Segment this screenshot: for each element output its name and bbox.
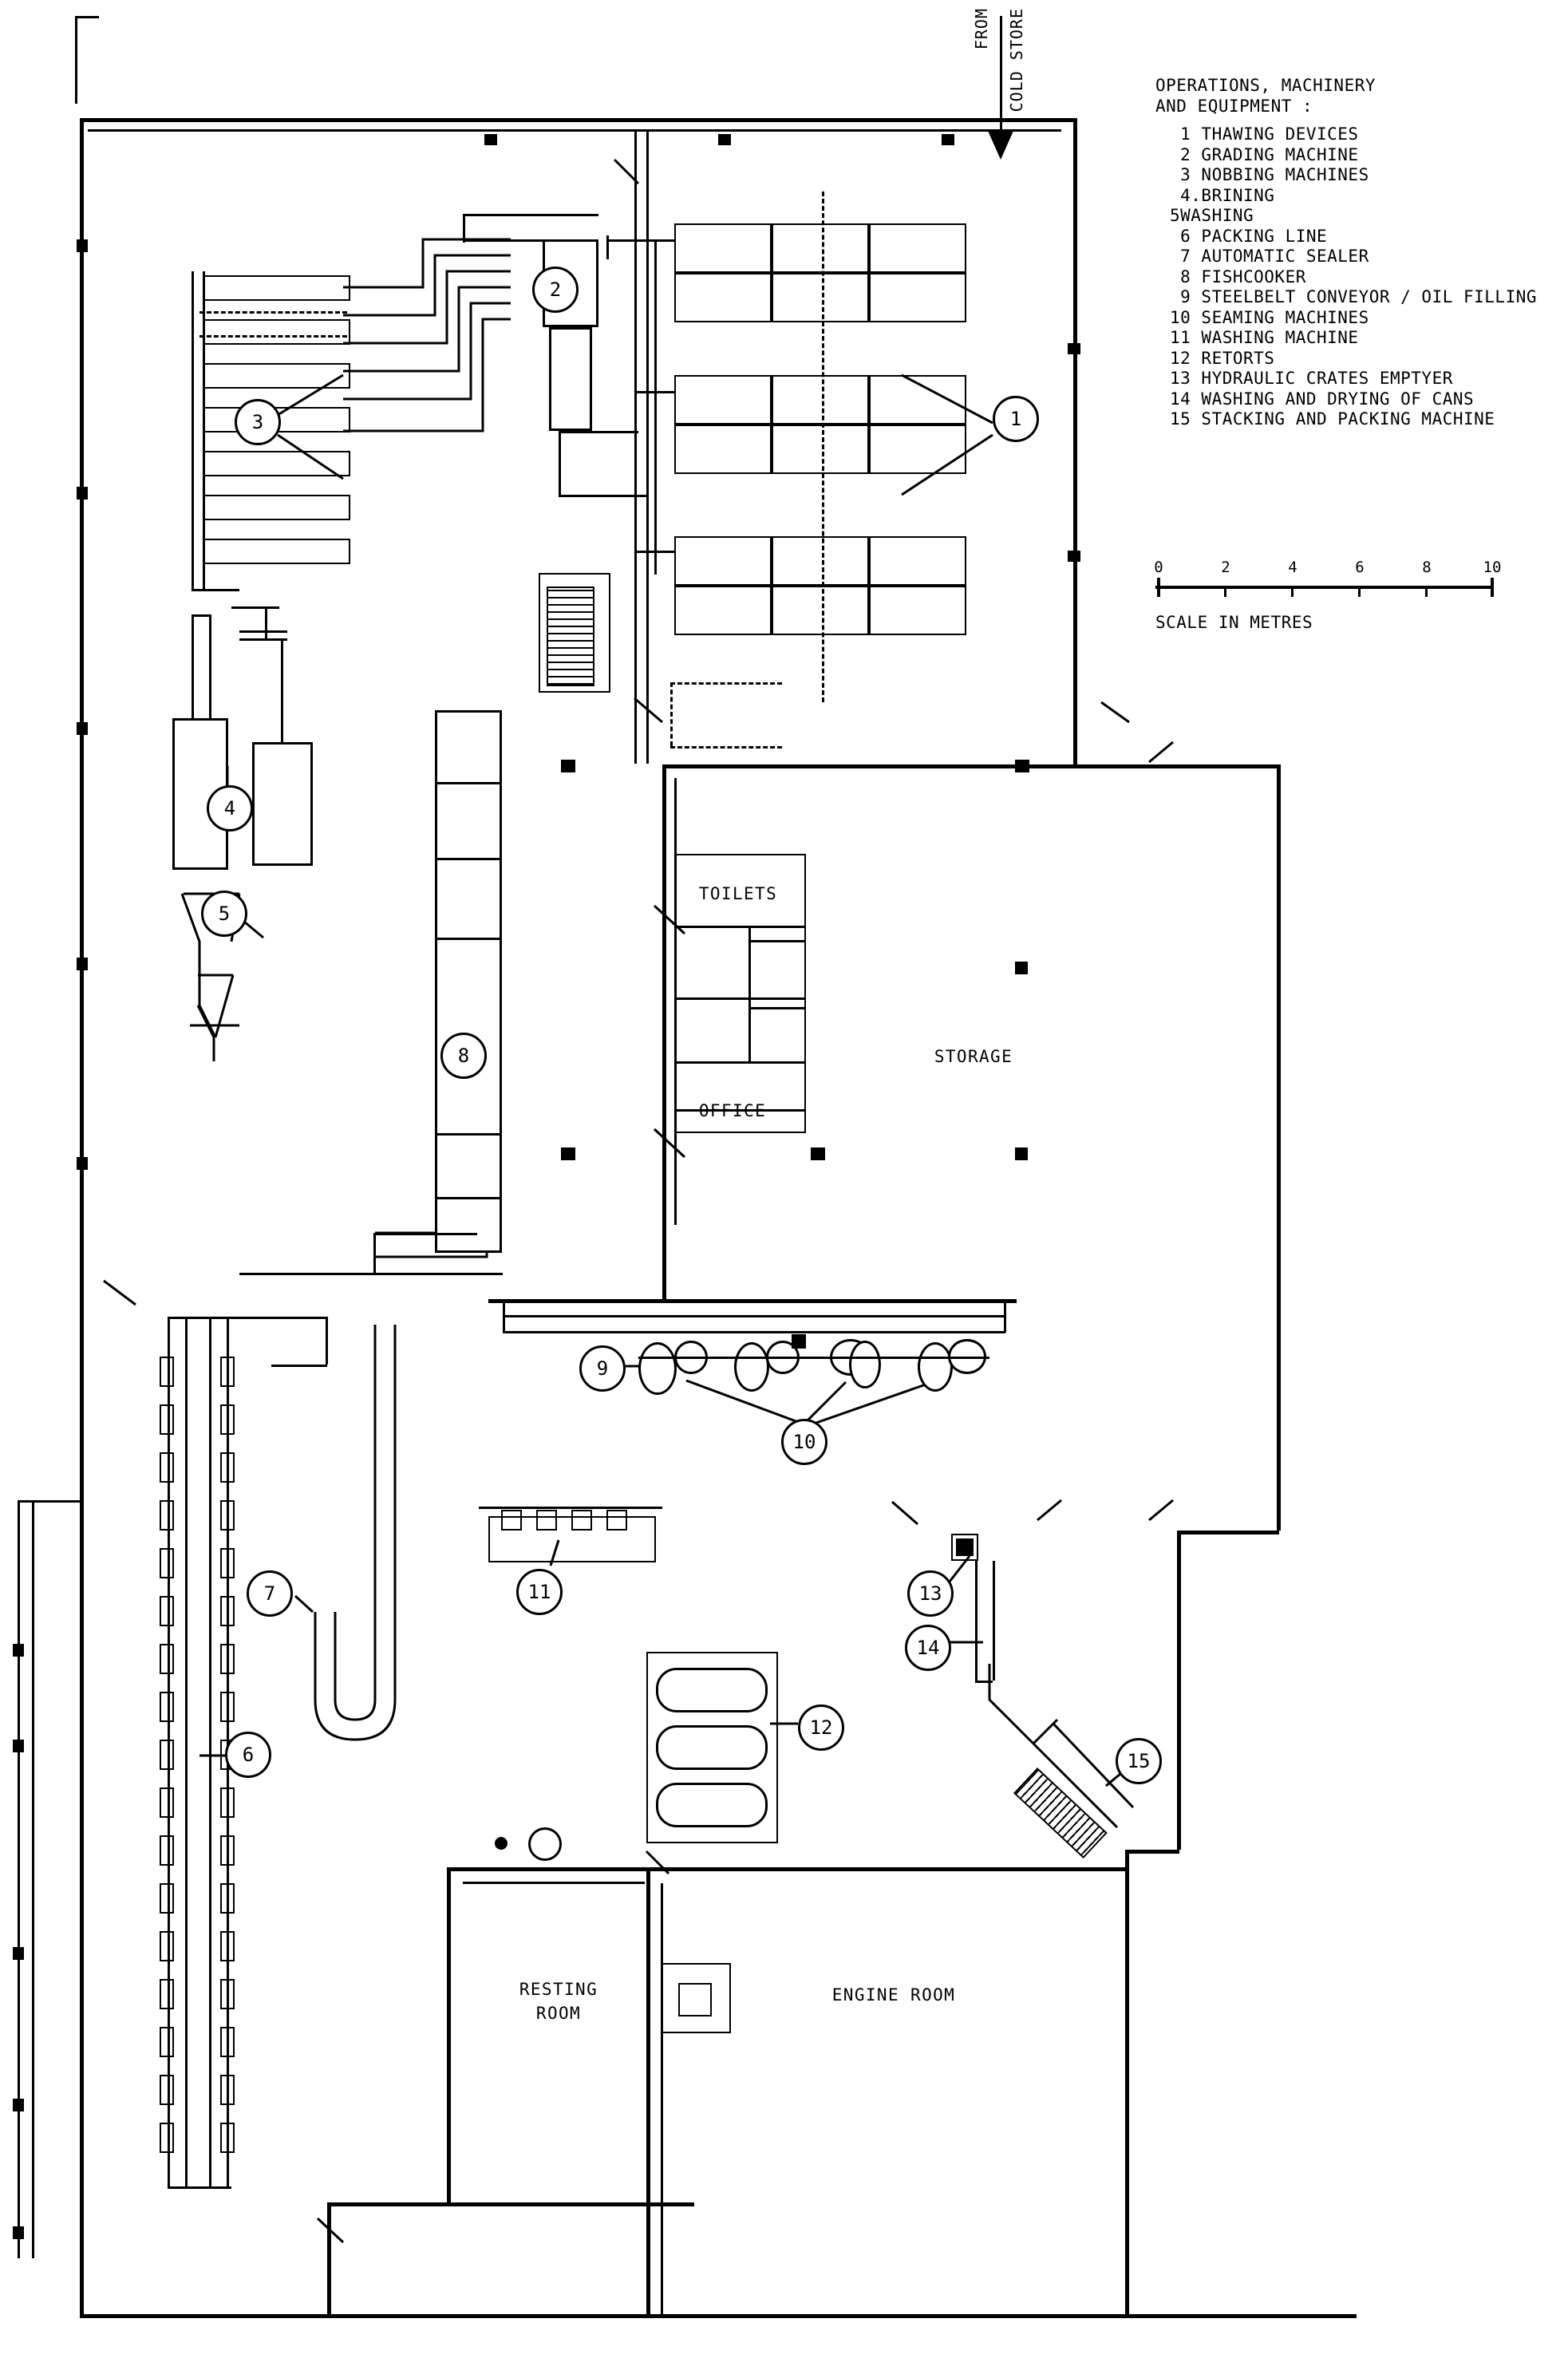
legend-item: 6 PACKING LINE [1170, 226, 1328, 246]
callout-14: 14 [905, 1625, 951, 1671]
callout-10: 10 [781, 1419, 827, 1465]
legend-items [1155, 124, 1554, 430]
scale-tick-label: 0 [1154, 559, 1163, 576]
legend-item: 10 SEAMING MACHINES [1170, 307, 1369, 327]
legend-item: 5WASHING [1170, 206, 1254, 225]
scale-tick-label: 8 [1422, 559, 1432, 576]
scale-bar [1155, 559, 1507, 632]
legend-item: 9 STEELBELT CONVEYOR / OIL FILLING [1170, 287, 1538, 306]
legend-item: 8 FISHCOOKER [1170, 267, 1306, 286]
legend-item: 1 THAWING DEVICES [1170, 124, 1359, 144]
callout-15: 15 [1116, 1738, 1162, 1784]
scale-tick-label: 4 [1288, 559, 1297, 576]
legend-item: 15 STACKING AND PACKING MACHINE [1170, 409, 1495, 429]
callout-12: 12 [798, 1704, 844, 1751]
callout-7: 7 [247, 1570, 293, 1617]
scale-tick-labels [1155, 559, 1507, 576]
scale-tick-label: 6 [1355, 559, 1365, 576]
room-label-engine-room: ENGINE ROOM [831, 1985, 956, 2005]
legend-item: 11 WASHING MACHINE [1170, 328, 1359, 347]
callout-9: 9 [579, 1345, 626, 1392]
legend-heading-line1: OPERATIONS, MACHINERY [1155, 76, 1376, 95]
callout-1: 1 [993, 396, 1039, 442]
callout-6: 6 [225, 1732, 271, 1778]
legend-item: 3 NOBBING MACHINES [1170, 165, 1369, 184]
legend-item: 4.BRINING [1170, 185, 1275, 205]
legend-item: 14 WASHING AND DRYING OF CANS [1170, 389, 1475, 409]
legend-item: 13 HYDRAULIC CRATES EMPTYER [1170, 369, 1453, 388]
callout-5: 5 [201, 891, 247, 937]
legend-item: 12 RETORTS [1170, 348, 1275, 368]
legend-panel [1155, 76, 1554, 430]
scale-ruler [1155, 576, 1507, 597]
callout-3: 3 [235, 399, 281, 445]
scale-caption: SCALE IN METRES [1155, 613, 1313, 632]
room-label-office: OFFICE [698, 1101, 767, 1120]
callout-13: 13 [907, 1570, 954, 1617]
callout-11: 11 [516, 1569, 563, 1615]
callout-8: 8 [440, 1033, 487, 1079]
legend-heading-line2: AND EQUIPMENT : [1155, 96, 1313, 116]
room-label-storage: STORAGE [934, 1047, 1013, 1066]
legend-item: 2 GRADING MACHINE [1170, 144, 1359, 164]
room-label-toilets: TOILETS [698, 884, 778, 903]
legend-item: 7 AUTOMATIC SEALER [1170, 247, 1369, 266]
cold-store-arrow-label-1: FROM [972, 8, 991, 50]
room-label-resting-room: RESTING ROOM [519, 1980, 598, 2023]
scale-tick-label: 2 [1221, 559, 1230, 576]
callout-2: 2 [532, 267, 579, 313]
scale-tick-label: 10 [1483, 559, 1502, 576]
cold-store-arrow-label-2: COLD STORE [1007, 8, 1026, 113]
callout-4: 4 [207, 785, 253, 831]
